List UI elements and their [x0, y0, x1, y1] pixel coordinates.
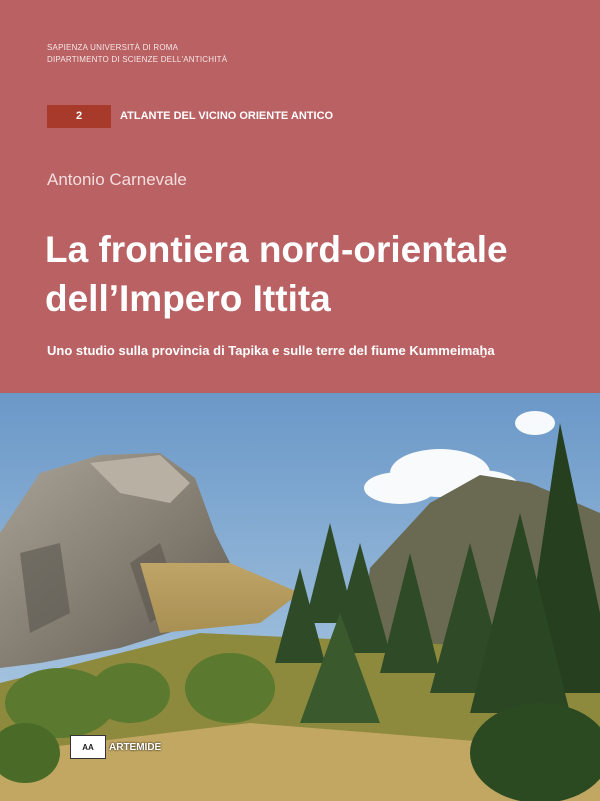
title-band: [0, 0, 600, 393]
book-subtitle: Uno studio sulla provincia di Tapika e sulle terre del fiume Kummeimaḫa: [47, 343, 495, 358]
series-title: ATLANTE DEL VICINO ORIENTE ANTICO: [120, 110, 334, 122]
institution-line-1: SAPIENZA UNIVERSITÀ DI ROMA: [47, 43, 179, 52]
book-title-line-1: La frontiera nord-orientale: [45, 229, 508, 270]
publisher-mark: AA: [70, 735, 106, 759]
author-name: Antonio Carnevale: [47, 170, 187, 189]
publisher-name: ARTEMIDE: [109, 741, 162, 753]
institution-block: [47, 42, 227, 66]
series-number: 2: [47, 105, 111, 128]
book-title-line-2: dell’Impero Ittita: [45, 278, 331, 319]
publisher-logo: [70, 735, 161, 759]
institution-line-2: DIPARTIMENTO DI SCIENZE DELL'ANTICHITÀ: [47, 55, 228, 64]
book-title: [45, 225, 508, 323]
